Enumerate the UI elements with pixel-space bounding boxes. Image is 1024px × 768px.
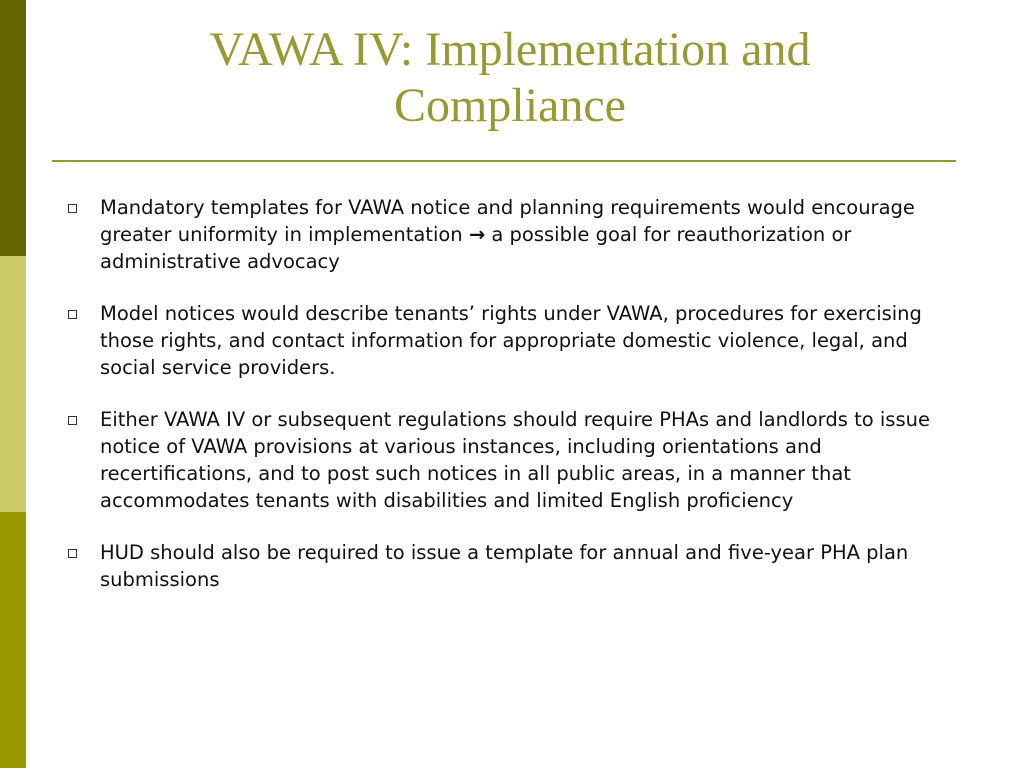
bullet-text-part-2: a possible goal for reauthorization or administrative advocacy [100,223,852,273]
hollow-square-bullet-icon [68,549,77,558]
side-bar-top-segment [0,0,26,256]
bullet-text: Model notices would describe tenants’ rights under VAWA, procedures for exercising those rights, and contact information for appropriate domestic violence, legal, and social service providers. [100,302,922,379]
bullet-text: HUD should also be required to issue a template for annual and five-year PHA plan submissions [100,541,909,591]
bullet-text: Either VAWA IV or subsequent regulations should require PHAs and landlords to issue notice of VAWA provisions at various instances, including orientations and recertifications, and to post such notices in all public areas, in a manner that accommodates tenants with disabilities and limited English proficiency [100,408,930,512]
hollow-square-bullet-icon [68,204,77,213]
bullet-item-regulations [60,406,960,514]
bullet-item-model-notices [60,300,960,381]
title-divider [52,160,956,162]
hollow-square-bullet-icon [68,416,77,425]
right-arrow-icon: → [468,223,486,246]
bullet-list [60,194,960,618]
side-bar-middle-segment [0,256,26,512]
hollow-square-bullet-icon [68,310,77,319]
bullet-text-part-1: Mandatory templates for VAWA notice and planning requirements would encourage greater uniformity in implementation [100,196,915,246]
slide-title-line-1: VAWA IV: Implementation and [209,23,811,76]
bullet-item-templates [60,194,960,275]
side-bar-bottom-segment [0,512,26,768]
slide-title-line-2: Compliance [394,79,626,132]
bullet-item-hud-template [60,539,960,593]
slide-title [60,22,960,134]
